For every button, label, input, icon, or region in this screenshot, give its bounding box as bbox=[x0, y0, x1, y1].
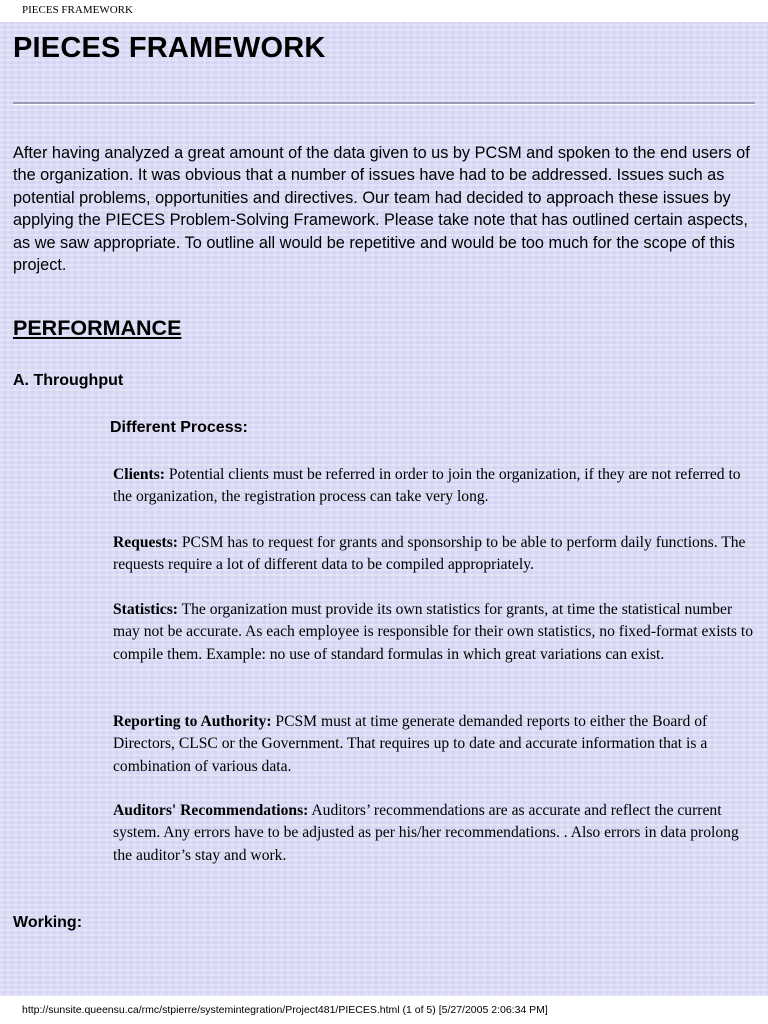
print-header: PIECES FRAMEWORK bbox=[22, 4, 133, 16]
item-label: Auditors' Recommendations: bbox=[113, 802, 309, 819]
item-auditors-recommendations bbox=[113, 800, 758, 867]
item-text: PCSM must at time generate demanded reports to either the Board of Directors, CLSC or the Government. That requires up to date and accurate information that is a combination of various data. bbox=[113, 713, 708, 775]
section-heading-performance: PERFORMANCE bbox=[13, 316, 182, 340]
print-footer-url: http://sunsite.queensu.ca/rmc/stpierre/systemintegration/Project481/PIECES.html (1 of 5) [5/27/2005 2:06:34 PM] bbox=[22, 1004, 548, 1016]
intro-paragraph: After having analyzed a great amount of the data given to us by PCSM and spoken to the end users of the organization. It was obvious that a number of issues have had to be addressed. Issues such as potential problems, opportunities and directives. Our team had decided to approach these issues by applying the PIECES Problem-Solving Framework. Please take note that has outlined certain aspects, as we saw appropriate. To outline all would be repetitive and would be too much for the scope of this project. bbox=[13, 144, 750, 275]
item-text: PCSM has to request for grants and sponsorship to be able to perform daily functions. The requests require a lot of different data to be compiled appropriately. bbox=[113, 534, 746, 574]
item-reporting-to-authority bbox=[113, 711, 758, 778]
horizontal-rule bbox=[13, 102, 755, 105]
item-requests bbox=[113, 532, 758, 577]
item-label: Clients: bbox=[113, 466, 165, 483]
item-label: Requests: bbox=[113, 534, 178, 551]
item-label: Statistics: bbox=[113, 601, 178, 618]
item-label: Reporting to Authority: bbox=[113, 713, 272, 730]
item-text: Auditors’ recommendations are as accurate and reflect the current system. Any errors have to be adjusted as per his/her recommendations. . Also errors in data prolong the auditor’s stay and work. bbox=[113, 802, 739, 864]
subheading-different-process: Different Process: bbox=[110, 419, 248, 436]
subheading-throughput: A. Throughput bbox=[13, 372, 124, 389]
item-text: Potential clients must be referred in order to join the organization, if they are not referred to the organization, the registration process can take very long. bbox=[113, 466, 741, 506]
item-clients bbox=[113, 464, 758, 509]
page-title: PIECES FRAMEWORK bbox=[13, 32, 326, 64]
item-statistics bbox=[113, 599, 758, 666]
subheading-working: Working: bbox=[13, 914, 83, 931]
item-text: The organization must provide its own statistics for grants, at time the statistical number may not be accurate. As each employee is responsible for their own statistics, no fixed-format exists to compile them. Example: no use of standard formulas in which great variations can exist. bbox=[113, 601, 754, 663]
